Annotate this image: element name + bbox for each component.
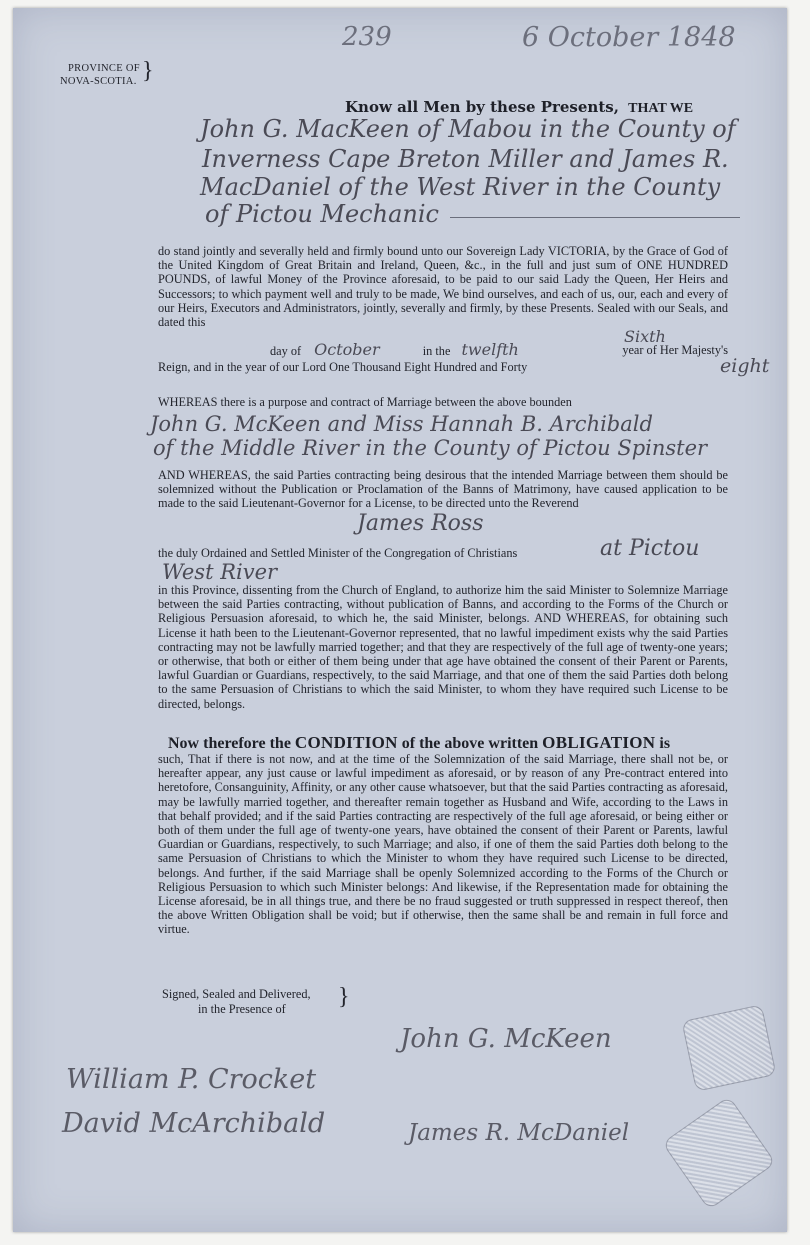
signature-james-mcdaniel: James R. McDaniel: [408, 1120, 630, 1146]
day-of-text: day of: [270, 344, 302, 358]
bond-paragraph: do stand jointly and severally held and firmly bound unto our Sovereign Lady VICTORIA, by the Grace of God of the United Kingdom of Great Britain and Ireland, Queen, &c., in the full and just sum of ONE HUNDRED POUNDS, of lawful Money of the Province aforesaid, to be paid to our said Lady the Queen, Her Heirs and Successors; to which payment well and truly to be made, We bind ourselves, and each of us, our, each and every of our Heirs, Executors and Administrators, jointly, severally and firmly, by these Presents. Sealed with our Seals, and dated this: [158, 244, 728, 330]
know-all-text: Know all Men by these Presents,: [345, 98, 619, 116]
province-line-2: NOVA-SCOTIA.: [60, 76, 137, 87]
reign-line: Reign, and in the year of our Lord One Thousand Eight Hundred and Forty: [158, 360, 528, 374]
obligation-word: OBLIGATION: [542, 733, 656, 752]
presence-line: in the Presence of: [198, 1002, 286, 1016]
signed-sealed-line: Signed, Sealed and Delivered,: [162, 987, 311, 1001]
dissenting-paragraph: in this Province, dissenting from the Church of England, to authorize him the said Minister to Solemnize Marriage between the said Parties contracting, without publication of Banns, and according to the Forms of the Church or Religious Persuasion aforesaid, to which he, the said Minister, belongs. AND WHEREAS, for obtaining such License it hath been to the Lieutenant-Governor represented, that no lawful impediment exists why the said Parties contracting may not be lawfully married together; and that they are respectively of the full age of twenty-one years; or otherwise, that both or either of them being under that age have obtained the consent of their Parent or Parents, lawful Guardian or Guardians, respectively, to the said Marriage, and that one of them the said Parties doth belong to the same Persuasion of Christians to which the said Minister, to whom they have required such License to be directed, belongs.: [158, 583, 728, 711]
marriage-parties-line-2: of the Middle River in the County of Pictou Spinster: [153, 436, 708, 460]
condition-lead-3: is: [659, 735, 671, 752]
and-whereas-paragraph: AND WHEREAS, the said Parties contracting being desirous that the intended Marriage between them should be solemnized without the Publication or Proclamation of the Banns of Matrimony, have caused application to be made to the said Lieutenant-Governor for a License, to be directed unto the Reverend: [158, 468, 728, 511]
signature-john-mckeen: John G. McKeen: [400, 1024, 612, 1054]
condition-word: CONDITION: [294, 733, 398, 752]
marriage-parties-line-1: John G. McKeen and Miss Hannah B. Archibald: [150, 412, 653, 436]
whereas-line: WHEREAS there is a purpose and contract of Marriage between the above bounden: [158, 395, 572, 409]
obligors-line-4: of Pictou Mechanic: [205, 200, 439, 228]
condition-lead-1: Now therefore the: [168, 735, 291, 752]
docket-number: 239: [342, 22, 392, 52]
in-the-text: in the: [422, 344, 451, 358]
signing-brace: }: [338, 984, 350, 1010]
witness-william-crocket: William P. Crocket: [66, 1064, 317, 1095]
dated-day: Sixth: [624, 327, 666, 346]
condition-paragraph: such, That if there is not now, and at the time of the Solemnization of the said Marriage, there shall not be, or hereafter appear, any just cause or lawful impediment as aforesaid, or by reason of any Pre-contract entered into heretofore, Consanguinity, Affinity, or any other cause whatsoever, but that the said Parties contracting as aforesaid, may be lawfully married together, and thereafter remain together as Husband and Wife, according to the Laws in that behalf provided; and if the said Parties contracting are respectively of the full age aforesaid, or being either or both of them under the full age of twenty-one years, have obtained the consent of their Parent or Parents, lawful Guardian or Guardians, respectively, to such Marriage; and also, if one of them the said Parties doth belong to the same Persuasion of Christians to which the Minister to whom they have required such License to be directed, belongs. And further, if the said Marriage shall be openly Solemnized according to the Forms of the Church or Religious Persuasion to which such Minister belongs: And likewise, if the Representation made for obtaining the License aforesaid, be in all things true, and there be no fraud suggested or truth suppressed in respect thereof, then the above Written Obligation shall be void; but if otherwise, then the same shall be and remain in full force and virtue.: [158, 752, 729, 937]
obligors-line-2: Inverness Cape Breton Miller and James R.: [202, 145, 729, 173]
condition-lead-2: of the above written: [401, 735, 539, 752]
dated-line: [158, 340, 728, 359]
minister-line: the duly Ordained and Settled Minister of the Congregation of Christians: [158, 546, 518, 560]
majesty-text: year of Her Majesty's: [622, 343, 728, 357]
year-word-fill: eight: [720, 355, 770, 377]
congregation-place-2: West River: [162, 560, 278, 584]
obligors-line-1: John G. MacKeen of Mabou in the County of: [200, 115, 736, 143]
province-line-1: PROVINCE OF: [68, 63, 140, 74]
province-brace: }: [142, 58, 154, 84]
reverend-name: James Ross: [357, 511, 484, 536]
obligors-rule: [450, 217, 740, 218]
province-label: [60, 62, 140, 88]
obligors-line-3: MacDaniel of the West River in the County: [200, 173, 721, 201]
condition-heading: [168, 733, 728, 753]
congregation-place-1: at Pictou: [600, 536, 700, 561]
that-we-text: THAT WE: [628, 101, 694, 116]
regnal-year-fill: twelfth: [461, 340, 519, 359]
witness-david-archibald: David McArchibald: [62, 1108, 326, 1139]
month-fill: October: [314, 340, 380, 359]
docket-date: 6 October 1848: [522, 22, 736, 53]
